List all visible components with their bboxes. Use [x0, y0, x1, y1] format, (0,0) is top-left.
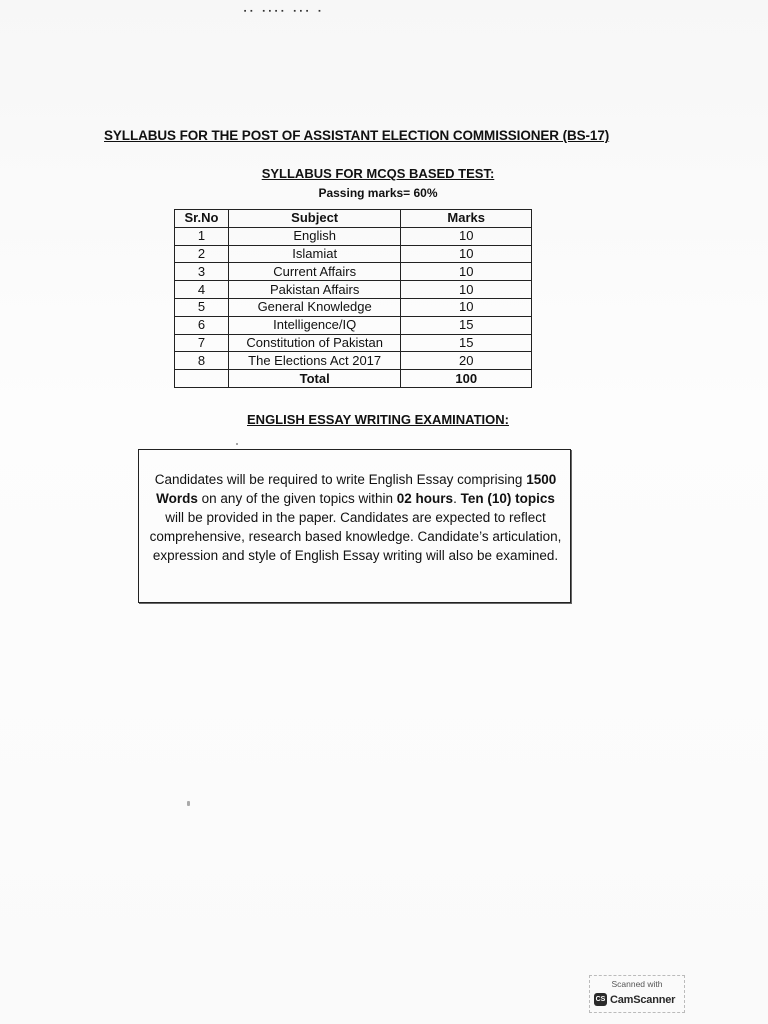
camscanner-brand-row: [594, 993, 675, 1006]
total-label: Total: [228, 370, 401, 388]
essay-section-title: [0, 412, 768, 427]
table-row: [175, 352, 532, 370]
cell-marks: 20: [401, 352, 532, 370]
marks-table: [174, 209, 532, 388]
table-total-row: [175, 370, 532, 388]
cell-sr-no: 7: [175, 334, 229, 352]
cell-subject: Current Affairs: [228, 263, 401, 281]
passing-marks: [0, 186, 768, 200]
cell-subject: Islamiat: [228, 245, 401, 263]
essay-text-part: will be provided in the paper. Candidates are expected to reflect comprehensive, research based knowledge. Candidate’s articulation, expression and style of English Essay writing will also be examined.: [149, 510, 562, 563]
camscanner-brand-name: CamScanner: [610, 993, 676, 1006]
scanned-with-label: Scanned with: [611, 979, 663, 989]
table-row: [175, 245, 532, 263]
cell-marks: 15: [401, 334, 532, 352]
table-header-row: [175, 210, 532, 228]
cell-marks: 10: [401, 263, 532, 281]
essay-text-part: Candidates will be required to write English Essay comprising: [154, 472, 527, 487]
cell-subject: Pakistan Affairs: [228, 281, 401, 299]
page-title: SYLLABUS FOR THE POST OF ASSISTANT ELECTION COMMISSIONER (BS-17): [104, 128, 610, 143]
header-sr-no: Sr.No: [175, 210, 229, 228]
cell-marks: 10: [401, 298, 532, 316]
cell-sr-no: 1: [175, 227, 229, 245]
cell-empty: [175, 370, 229, 388]
cell-sr-no: 8: [175, 352, 229, 370]
cell-subject: General Knowledge: [228, 298, 401, 316]
scan-speck: [187, 801, 190, 806]
scan-artifact-marks: ▪▪ ▪▪▪▪ ▪▪▪ ▪: [243, 8, 324, 16]
essay-instructions-box: [138, 449, 571, 603]
table-row: [175, 227, 532, 245]
essay-word-count: 1500 Words: [156, 472, 557, 506]
essay-topic-count: Ten (10) topics: [460, 491, 555, 506]
cell-marks: 10: [401, 227, 532, 245]
cell-sr-no: 5: [175, 298, 229, 316]
header-marks: Marks: [401, 210, 532, 228]
cell-subject: The Elections Act 2017: [228, 352, 401, 370]
table-row: [175, 263, 532, 281]
table-row: [175, 298, 532, 316]
cell-sr-no: 3: [175, 263, 229, 281]
camscanner-watermark: [589, 975, 685, 1013]
cell-subject: Constitution of Pakistan: [228, 334, 401, 352]
essay-section-title-text: ENGLISH ESSAY WRITING EXAMINATION:: [247, 412, 509, 427]
essay-text-part: .: [453, 491, 461, 506]
table-row: [175, 334, 532, 352]
cell-subject: Intelligence/IQ: [228, 316, 401, 334]
cell-sr-no: 2: [175, 245, 229, 263]
cell-marks: 10: [401, 281, 532, 299]
header-subject: Subject: [228, 210, 401, 228]
essay-duration: 02 hours: [396, 491, 454, 506]
cell-subject: English: [228, 227, 401, 245]
mcq-section-title-text: SYLLABUS FOR MCQS BASED TEST:: [261, 166, 495, 181]
table-row: [175, 281, 532, 299]
essay-instructions-text: [147, 470, 564, 565]
passing-marks-text: Passing marks= 60%: [318, 186, 438, 200]
scan-speck: [236, 443, 238, 445]
mcq-section-title: [0, 166, 768, 181]
total-value: 100: [401, 370, 532, 388]
cell-marks: 15: [401, 316, 532, 334]
cell-marks: 10: [401, 245, 532, 263]
cell-sr-no: 6: [175, 316, 229, 334]
essay-text-part: on any of the given topics within: [197, 491, 397, 506]
cell-sr-no: 4: [175, 281, 229, 299]
table-row: [175, 316, 532, 334]
camscanner-logo-icon: CS: [594, 993, 607, 1006]
